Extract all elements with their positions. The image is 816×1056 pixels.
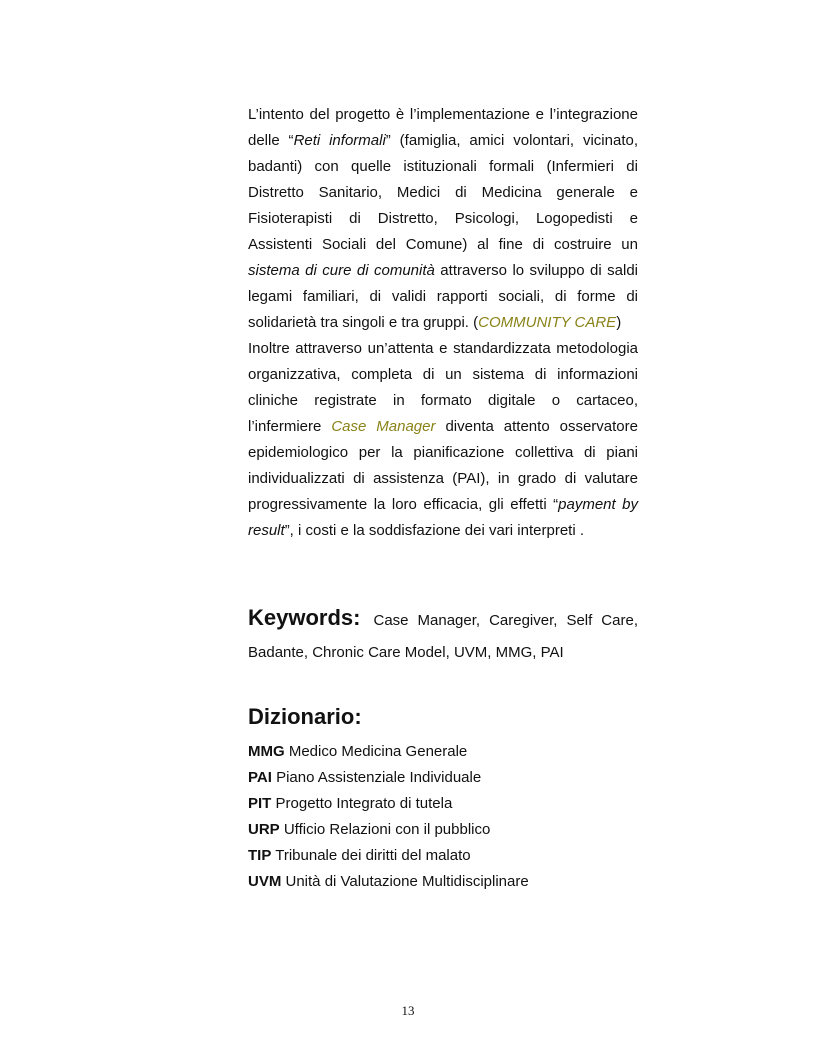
sistema-cure-term: sistema di cure di comunità (248, 262, 435, 279)
second-text-3: ”, i costi e la soddisfazione dei vari interpreti . (284, 522, 584, 539)
dictionary-definition: Medico Medicina Generale (284, 743, 468, 760)
keywords-section (248, 602, 638, 669)
dictionary-entry (248, 869, 638, 895)
intro-text-2: ” (famiglia, amici volontari, vicinato, badanti) con quelle istituzionali formali (Infermieri di Distretto Sanitario, Medici di Medicina generale e Fisioterapisti di Distretto, Psicologi, Logopedisti e Assistenti Sociali del Comune) al fine di costruire un (248, 132, 638, 253)
dictionary-abbr: PIT (248, 795, 272, 812)
second-text-1: Inoltre attraverso un’attenta e standardizzata metodologia organizzativa, completa di un sistema di informazioni cliniche registrate in formato digitale o cartaceo, l’infermiere (248, 340, 638, 435)
case-manager-term: Case Manager (331, 418, 436, 435)
dictionary-definition: Ufficio Relazioni con il pubblico (279, 821, 491, 838)
second-text-2: diventa attento osservatore epidemiologico per la pianificazione collettiva di piani individualizzati di assistenza (PAI), in grado di valutare progressivamente la loro efficacia, gli effetti “ (248, 418, 638, 513)
dictionary-abbr: TIP (248, 847, 272, 864)
keywords-title: Keywords: (248, 605, 361, 630)
dictionary-definition: Progetto Integrato di tutela (271, 795, 453, 812)
dictionary-title: Dizionario: (248, 704, 362, 729)
intro-text-1: L’intento del progetto è l’implementazione e l’integrazione delle “ (248, 106, 638, 149)
dictionary-entry (248, 843, 638, 869)
payment-by-result-term: payment by result (248, 496, 638, 539)
dictionary-entry (248, 817, 638, 843)
dictionary-abbr: UVM (248, 873, 282, 890)
dictionary-entry (248, 739, 638, 765)
keywords-list: Case Manager, Caregiver, Self Care, Badante, Chronic Care Model, UVM, MMG, PAI (248, 612, 638, 661)
dictionary-entry (248, 765, 638, 791)
community-care-term: COMMUNITY CARE (478, 314, 617, 331)
intro-text-3: attraverso lo sviluppo di saldi legami familiari, di validi rapporti sociali, di forme di solidarietà tra singoli e tra gruppi. ( (248, 262, 639, 331)
second-paragraph (248, 336, 638, 544)
dictionary-abbr: PAI (248, 769, 272, 786)
dictionary-abbr: MMG (248, 743, 285, 760)
dictionary-list (248, 739, 638, 895)
intro-paragraph (248, 102, 638, 336)
dictionary-abbr: URP (248, 821, 280, 838)
reti-informali-term: Reti informali (293, 132, 386, 149)
dictionary-entry (248, 791, 638, 817)
intro-text-4: ) (616, 314, 622, 331)
page-number: 13 (401, 1003, 415, 1018)
dictionary-definition: Unità di Valutazione Multidisciplinare (281, 873, 529, 890)
page-content (248, 102, 638, 895)
dictionary-definition: Tribunale dei diritti del malato (271, 847, 471, 864)
dictionary-definition: Piano Assistenziale Individuale (271, 769, 482, 786)
